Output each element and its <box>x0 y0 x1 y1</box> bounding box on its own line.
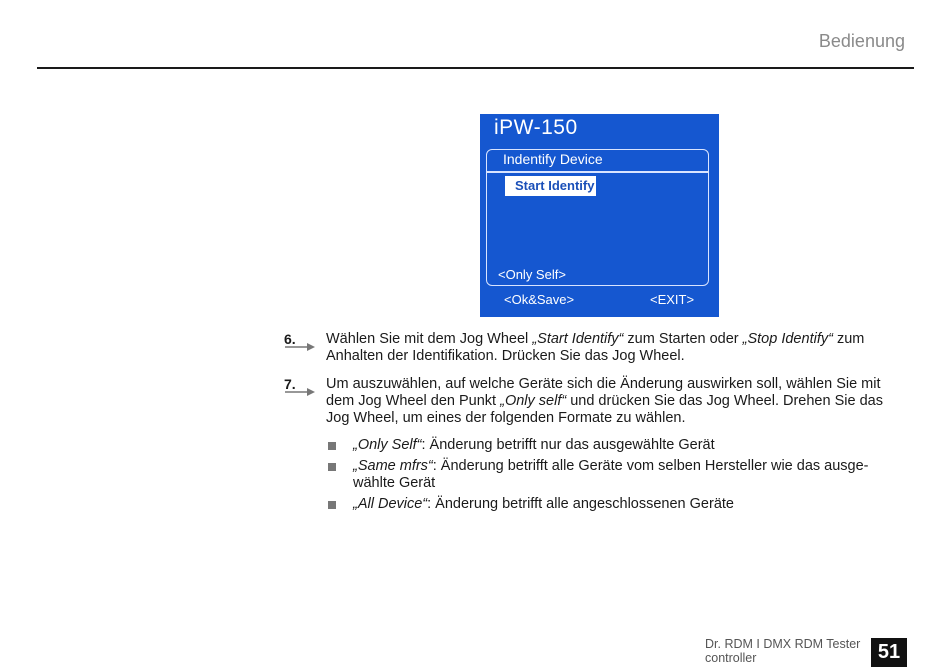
section-title: Bedienung <box>818 31 905 51</box>
step-7-text: Um auszuwählen, auf welche Geräte sich die Änderung auswirken soll, wählen Sie mit dem Jog Wheel den Punkt „Only self“ und drücken Sie das Jog Wheel. Drehen Sie das Jog Wheel, um eines der folgenden Formate zu wählen. <box>326 376 883 426</box>
bullet-square-icon <box>328 501 336 509</box>
device-menu-divider <box>487 171 708 173</box>
device-softkey-ok-save: <Ok&Save> <box>504 292 575 307</box>
bullet-square-icon <box>328 463 336 471</box>
device-model-label: iPW-150 <box>494 116 578 139</box>
device-screen-illustration <box>480 114 719 317</box>
option-same-mfrs: „Same mfrs“: Änderung betrifft alle Geräte vom selben Hersteller wie das ausge-wählte Gerät <box>326 458 896 492</box>
step-arrow-icon <box>285 388 315 396</box>
step-arrow-icon <box>285 343 315 351</box>
option-list <box>326 437 896 517</box>
header-divider <box>37 67 914 69</box>
device-menu-panel <box>486 149 709 286</box>
option-only-self: „Only Self“: Änderung betrifft nur das ausgewählte Gerät <box>326 437 896 454</box>
footer-document-title: Dr. RDM I DMX RDM Tester controller <box>705 637 861 665</box>
bullet-square-icon <box>328 442 336 450</box>
option-all-device: „All Device“: Änderung betrifft alle angeschlossenen Geräte <box>326 496 896 513</box>
step-6-text: Wählen Sie mit dem Jog Wheel „Start Identify“ zum Starten oder „Stop Identify“ zum Anhalten der Identifikation. Drücken Sie das Jog Wheel. <box>326 331 865 364</box>
device-mode-value: <Only Self> <box>498 267 566 282</box>
step-number: 7. <box>284 376 296 392</box>
device-menu-title: Indentify Device <box>503 151 603 167</box>
device-selected-option: Start Identify <box>505 176 596 196</box>
page-number: 51 <box>871 638 907 667</box>
step-number: 6. <box>284 331 296 347</box>
device-softkey-exit: <EXIT> <box>650 292 695 307</box>
